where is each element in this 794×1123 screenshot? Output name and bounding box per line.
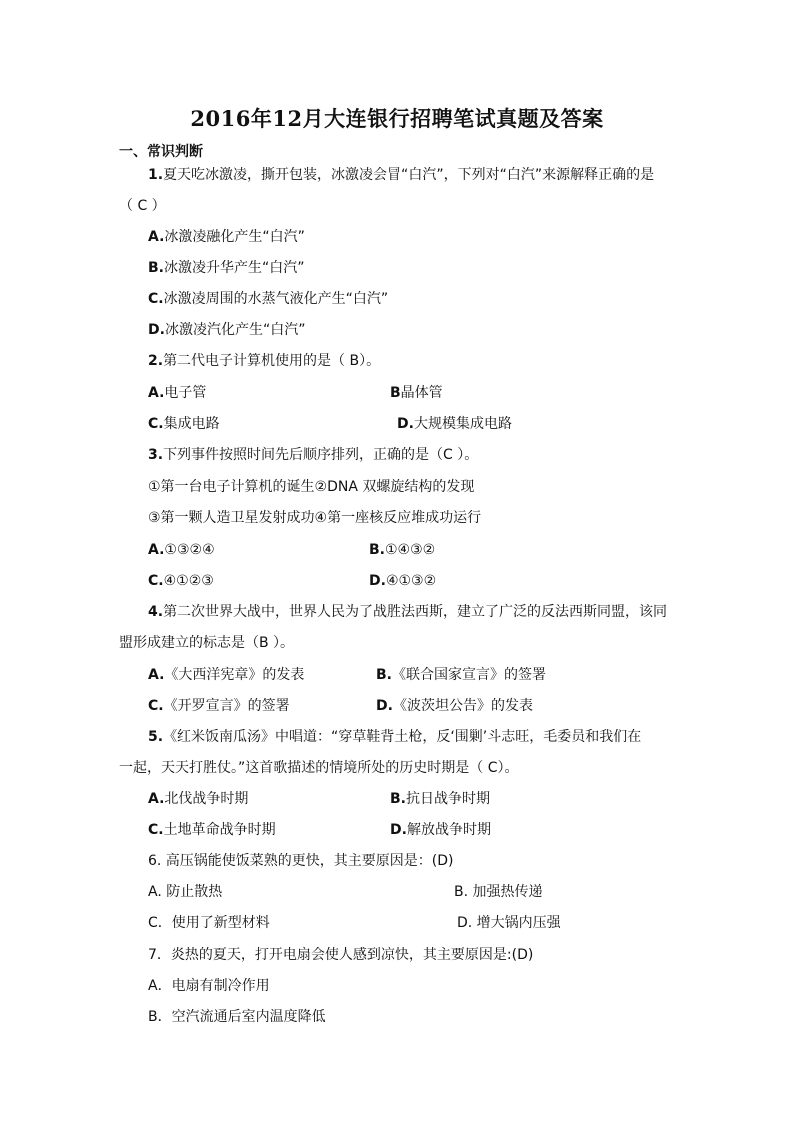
option-b: B.抗日战争时期 [390, 791, 490, 807]
option-c: C.冰激凌周围的水蒸气液化产生“白汽” [148, 291, 389, 307]
question-3-stem: 3.下列事件按照时间先后顺序排列，正确的是（C ）。 [148, 447, 479, 463]
option-a: A.冰激凌融化产生“白汽” [148, 229, 305, 245]
question-1-stem: 1.夏天吃冰激凌，撕开包装，冰激凌会冒“白汽”，下列对“白汽”来源解释正确的是 [148, 167, 655, 183]
option-c: C.土地革命战争时期 [148, 822, 276, 838]
question-5-stem: 5.《红米饭南瓜汤》中唱道：“穿草鞋背土枪，反‘围剿’斗志旺，毛委员和我们在 [148, 729, 642, 745]
option-b: B晶体管 [390, 385, 443, 401]
question-4-stem-cont: 盟形成建立的标志是（B ）。 [119, 635, 295, 651]
question-number: 1. [148, 167, 164, 183]
option-c: C.《开罗宣言》的签署 [148, 698, 290, 714]
section-heading: 一、常识判断 [119, 144, 203, 160]
question-2-stem: 2.第二代电子计算机使用的是（ B）。 [148, 353, 381, 369]
page-title: 2016年12月大连银行招聘笔试真题及答案 [190, 106, 604, 131]
option-b: B．空汽流通后室内温度降低 [148, 1009, 326, 1025]
option-d: D.《波茨坦公告》的发表 [376, 698, 533, 714]
option-d: D. 增大锅内压强 [457, 915, 561, 931]
question-7-stem: 7．炎热的夏天，打开电扇会使人感到凉快，其主要原因是:(D) [148, 947, 534, 963]
option-b: B.《联合国家宣言》的签署 [376, 667, 546, 683]
question-3-items-1: ①第一台电子计算机的诞生②DNA 双螺旋结构的发现 [148, 479, 475, 495]
question-4-stem: 4.第二次世界大战中，世界人民为了战胜法西斯，建立了广泛的反法西斯同盟，该同 [148, 604, 668, 620]
option-c: C.集成电路 [148, 416, 220, 432]
option-d: D.解放战争时期 [390, 822, 491, 838]
option-a: A.《大西洋宪章》的发表 [148, 667, 305, 683]
option-a: A.北伐战争时期 [148, 791, 249, 807]
option-d: D.④①③② [369, 573, 437, 589]
option-a: A. 防止散热 [148, 884, 223, 900]
question-5-stem-cont: 一起，天天打胜仗。”这首歌描述的情境所处的历史时期是（ C）。 [119, 760, 519, 776]
option-b: B.冰激凌升华产生“白汽” [148, 260, 305, 276]
option-a: A.电子管 [148, 385, 207, 401]
question-1-answer: （ C ） [119, 198, 166, 214]
option-d: D.冰激凌汽化产生“白汽” [148, 322, 306, 338]
option-a: A．电扇有制冷作用 [148, 978, 270, 994]
option-c: C．使用了新型材料 [148, 915, 270, 931]
option-a: A.①③②④ [148, 542, 215, 558]
option-d: D.大规模集成电路 [397, 416, 512, 432]
option-b: B.①④③② [369, 542, 436, 558]
option-b: B. 加强热传递 [454, 884, 543, 900]
option-c: C.④①②③ [148, 573, 214, 589]
question-3-items-2: ③第一颗人造卫星发射成功④第一座核反应堆成功运行 [148, 510, 482, 526]
question-6-stem: 6. 高压锅能使饭菜熟的更快，其主要原因是：(D) [148, 853, 454, 869]
